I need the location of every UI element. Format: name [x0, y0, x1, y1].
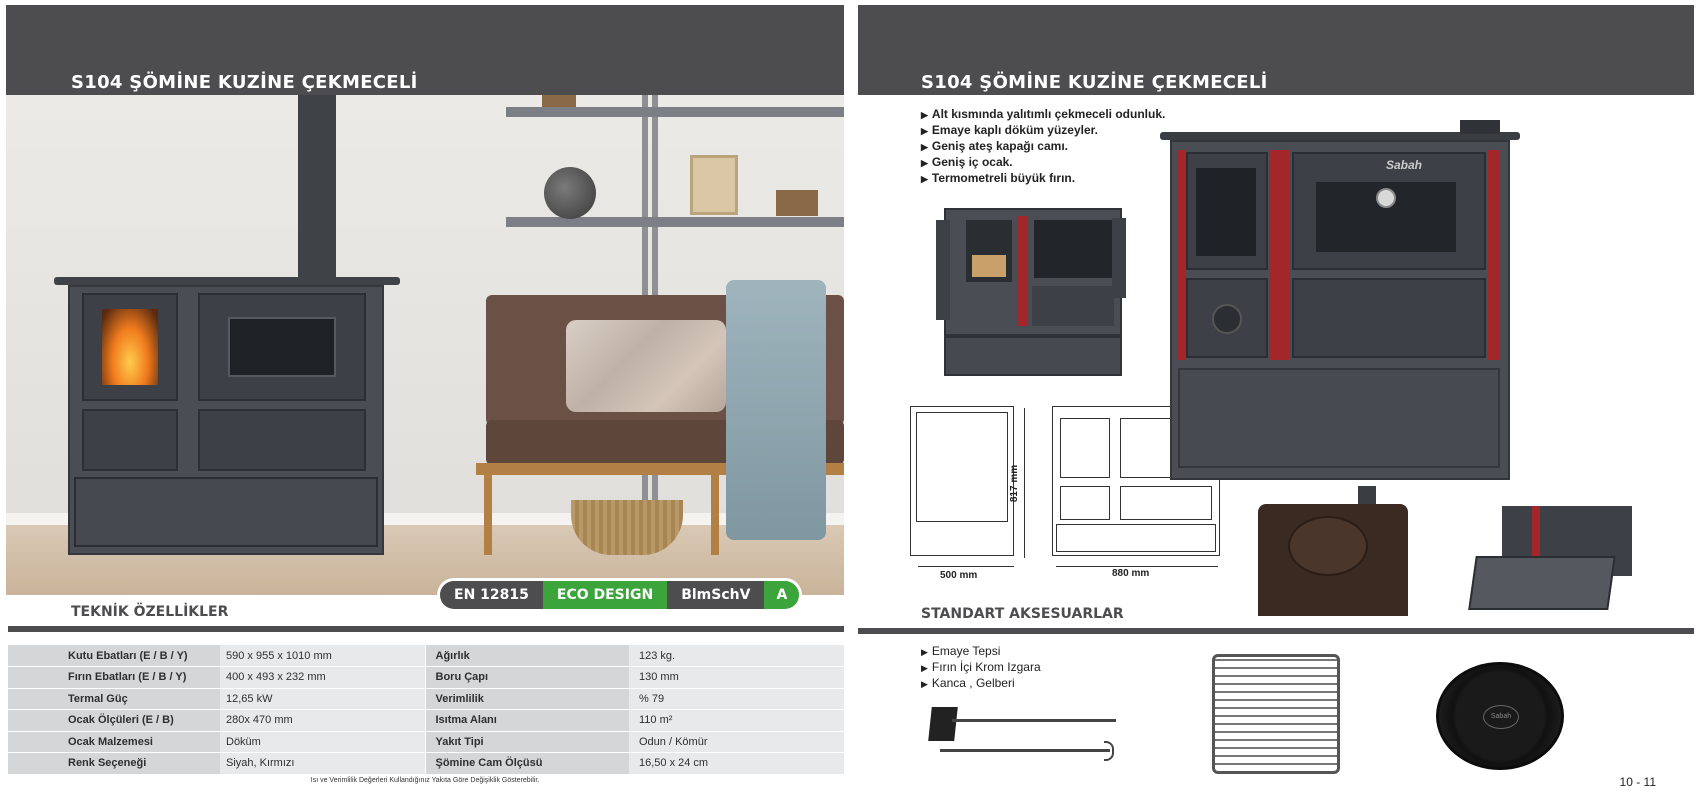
badge-eco-design: ECO DESIGN: [543, 581, 667, 609]
oven-grill-image: [1212, 654, 1340, 774]
spec-value: Siyah, Kırmızı: [220, 753, 425, 775]
shelf: [506, 217, 844, 227]
spec-label: Renk Seçeneği: [8, 753, 220, 775]
air-vent-icon: [1212, 304, 1242, 334]
spec-label: Verimlilik: [425, 688, 629, 710]
shelf: [506, 107, 844, 117]
height-dim-line: [1024, 408, 1025, 558]
basket: [571, 500, 683, 555]
feature-item: ▶ Geniş ateş kapağı camı.: [921, 139, 1165, 155]
spec-row: [8, 731, 844, 753]
spec-value: 16,50 x 24 cm: [629, 753, 844, 775]
feature-item: ▶ Termometreli büyük fırın.: [921, 171, 1165, 187]
spec-label: Şömine Cam Ölçüsü: [425, 753, 629, 775]
feature-list: [921, 107, 1165, 187]
vase: [544, 167, 596, 219]
width-dim-line: [1056, 566, 1218, 567]
spec-row: [8, 667, 844, 689]
open-stove-photo: [936, 200, 1130, 380]
sofa-leg: [484, 463, 492, 555]
accessories-list: [921, 644, 1041, 692]
front-view-drawer: [1056, 524, 1216, 552]
depth-dimension: 500 mm: [940, 570, 978, 581]
spec-value: % 79: [629, 688, 844, 710]
width-dimension: 880 mm: [1112, 568, 1150, 579]
drawer-photo: [1472, 506, 1632, 616]
right-page-title: S104 ŞÖMİNE KUZİNE ÇEKMECELİ: [921, 72, 1268, 93]
feature-item: ▶ Geniş iç ocak.: [921, 155, 1165, 171]
photo-frame: [690, 155, 738, 215]
page-number: 10 - 11: [1619, 775, 1656, 789]
brand-logo: Sabah: [1385, 158, 1422, 172]
left-header-bar: [6, 5, 844, 95]
wooden-box: [542, 95, 576, 107]
accessory-item: ▶ Fırın İçi Krom Izgara: [921, 660, 1041, 676]
spec-label: Fırın Ebatları (E / B / Y): [8, 667, 220, 689]
sofa-leg: [711, 463, 719, 555]
badge-blmschv: BlmSchV: [667, 581, 764, 609]
hook-poker-image: [930, 705, 1120, 775]
lower-door: [198, 409, 366, 471]
left-page-title: S104 ŞÖMİNE KUZİNE ÇEKMECELİ: [71, 72, 418, 93]
spec-label: Kutu Ebatları (E / B / Y): [8, 645, 220, 667]
spec-label: Ocak Ölçüleri (E / B): [8, 710, 220, 732]
oven-window: [228, 317, 336, 377]
front-view-ash-door: [1060, 486, 1110, 520]
height-dimension: 817 mm: [1009, 464, 1021, 503]
spec-row: [8, 753, 844, 775]
spec-label: Boru Çapı: [425, 667, 629, 689]
spec-row: [8, 710, 844, 732]
tray-logo: Sabah: [1483, 705, 1519, 729]
spec-label: Ocak Malzemesi: [8, 731, 220, 753]
spec-row: [8, 645, 844, 667]
stove-pipe: [298, 95, 336, 280]
spec-label: Termal Güç: [8, 688, 220, 710]
front-view-fire-door: [1060, 418, 1110, 478]
accessories-title: STANDART AKSESUARLAR: [921, 606, 1124, 622]
accessory-item: ▶ Kanca , Gelberi: [921, 676, 1041, 692]
stove-top: [54, 277, 400, 285]
wooden-box: [776, 190, 818, 216]
spec-row: [8, 688, 844, 710]
thermometer-icon: [1376, 188, 1396, 208]
main-stove-photo: [1150, 118, 1550, 498]
spec-value: 590 x 955 x 1010 mm: [220, 645, 425, 667]
certification-badge: [440, 581, 799, 609]
blanket: [726, 280, 826, 540]
enamel-tray-image: [1436, 662, 1564, 770]
footnote: Isı ve Verimlilik Değerleri Kullandığınız Yakıta Göre Değişiklik Gösterebilir.: [310, 777, 540, 784]
side-view-inner: [916, 412, 1008, 522]
technical-specs-title: TEKNİK ÖZELLİKLER: [71, 604, 229, 620]
spec-value: Döküm: [220, 731, 425, 753]
spec-value: 12,65 kW: [220, 688, 425, 710]
spec-value: 400 x 493 x 232 mm: [220, 667, 425, 689]
spec-label: Yakıt Tipi: [425, 731, 629, 753]
spec-label: Ağırlık: [425, 645, 629, 667]
feature-item: ▶ Emaye kaplı döküm yüzeyler.: [921, 123, 1165, 139]
cooktop-photo: [1258, 486, 1408, 616]
spec-label: Isıtma Alanı: [425, 710, 629, 732]
depth-dim-line: [918, 566, 1014, 567]
spec-value: 123 kg.: [629, 645, 844, 667]
spec-value: 110 m²: [629, 710, 844, 732]
section-divider: [8, 626, 844, 632]
spec-table: [8, 645, 844, 775]
section-divider: [858, 628, 1694, 634]
fire-glass: [102, 309, 158, 385]
spec-value: Odun / Kömür: [629, 731, 844, 753]
right-page: [850, 0, 1700, 796]
right-header-bar: [858, 5, 1694, 95]
feature-item: ▶ Alt kısmında yalıtımlı çekmeceli odunluk.: [921, 107, 1165, 123]
wood-drawer: [74, 477, 378, 547]
accessory-item: ▶ Emaye Tepsi: [921, 644, 1041, 660]
product-lifestyle-photo: [6, 95, 844, 595]
spec-value: 280x 470 mm: [220, 710, 425, 732]
pillow: [566, 320, 726, 412]
spec-value: 130 mm: [629, 667, 844, 689]
badge-grade: A: [764, 581, 799, 609]
ash-door: [82, 409, 178, 471]
badge-standard: EN 12815: [440, 581, 543, 609]
